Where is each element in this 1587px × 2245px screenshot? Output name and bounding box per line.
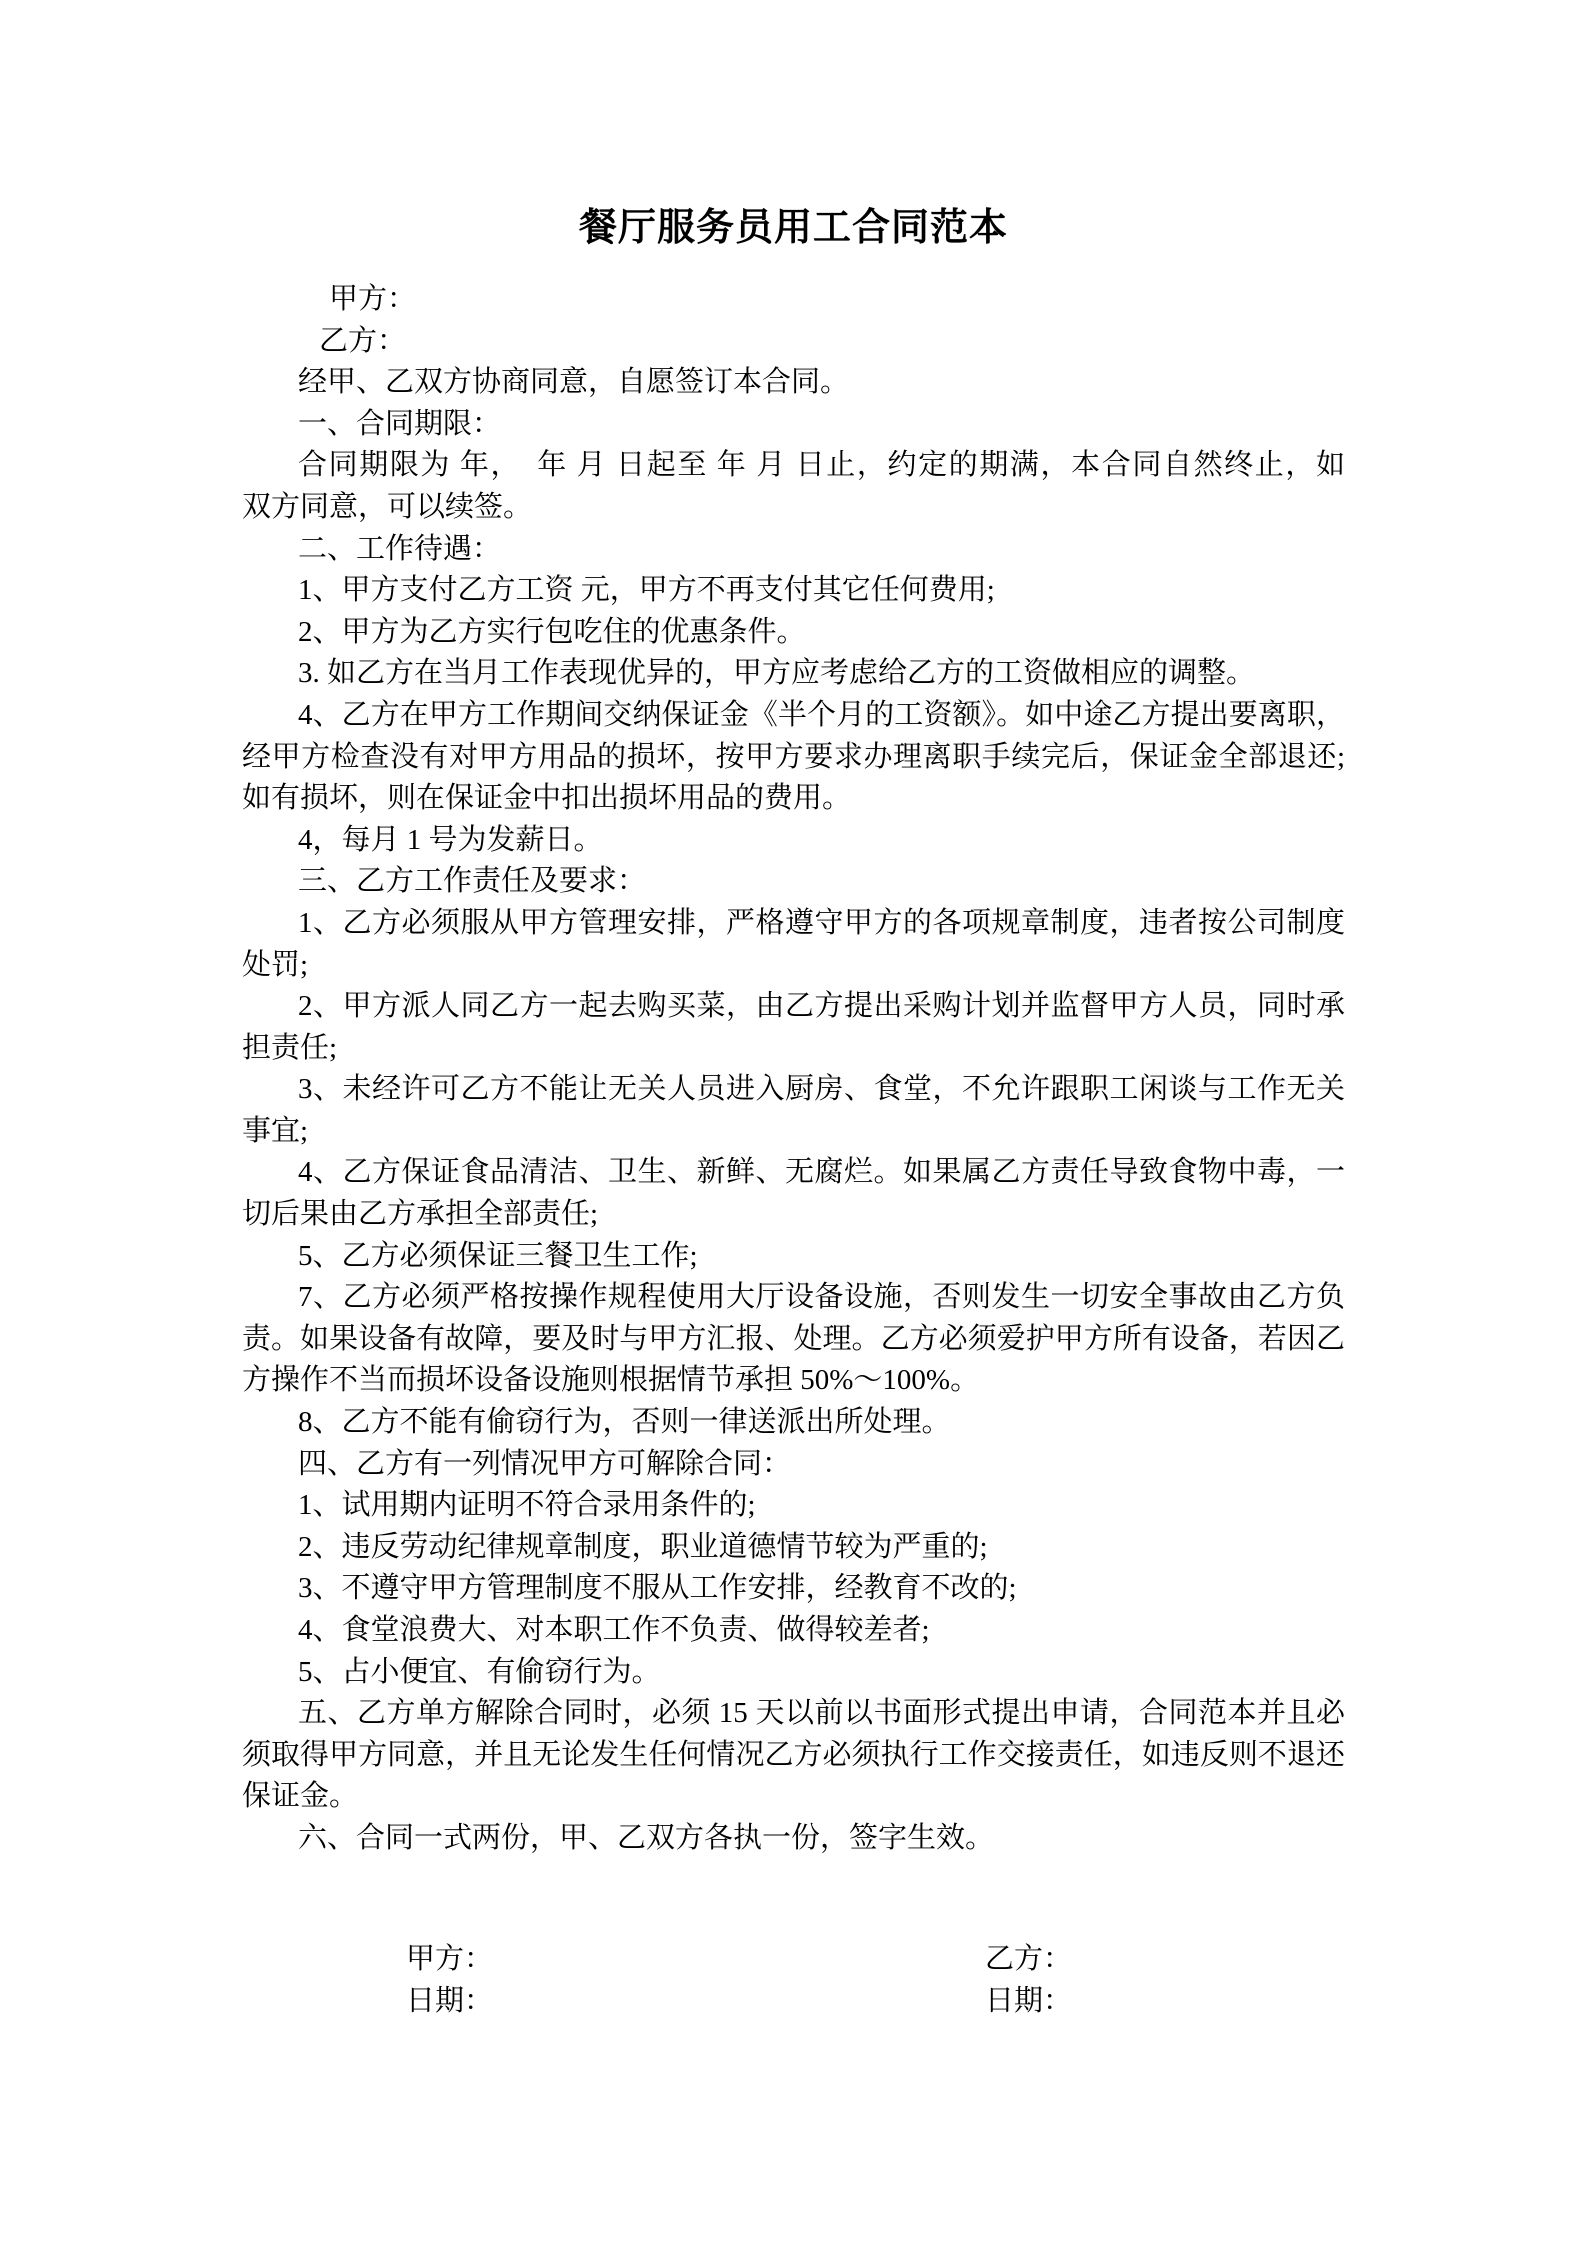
contract-line: 合同期限为 年， 年 月 日起至 年 月 日止，约定的期满，本合同自然终止，如 <box>298 449 1345 482</box>
contract-line: 如有损坏，则在保证金中扣出损坏用品的费用。 <box>242 782 852 815</box>
party-b-date-label: 日期： <box>985 1984 1073 2017</box>
contract-line: 切后果由乙方承担全部责任; <box>242 1198 599 1231</box>
contract-line: 3、不遵守甲方管理制度不服从工作安排，经教育不改的; <box>298 1572 1017 1605</box>
contract-line: 五、乙方单方解除合同时，必须 15 天以前以书面形式提出申请，合同范本并且必 <box>298 1697 1345 1730</box>
contract-line: 3、未经许可乙方不能让无关人员进入厨房、食堂，不允许跟职工闲谈与工作无关 <box>298 1073 1345 1106</box>
party-a-signature-label: 甲方： <box>406 1943 494 1975</box>
contract-line: 1、试用期内证明不符合录用条件的; <box>298 1489 756 1522</box>
contract-line: 1、甲方支付乙方工资 元，甲方不再支付其它任何费用; <box>298 574 995 607</box>
contract-line: 一、合同期限： <box>298 407 502 440</box>
party-b-signature-label: 乙方： <box>985 1943 1073 1975</box>
party-a-date-label: 日期： <box>406 1984 494 2017</box>
contract-line: 乙方： <box>319 324 407 357</box>
contract-body <box>242 279 1345 1860</box>
contract-line: 2、违反劳动纪律规章制度，职业道德情节较为严重的; <box>298 1530 988 1563</box>
signature-row-dates <box>242 1981 1345 2023</box>
contract-line: 4、食堂浪费大、对本职工作不负责、做得较差者; <box>298 1614 930 1646</box>
contract-line: 4、乙方保证食品清洁、卫生、新鲜、无腐烂。如果属乙方责任导致食物中毒，一 <box>298 1156 1345 1189</box>
contract-line: 担责任; <box>242 1031 338 1064</box>
contract-line: 5、乙方必须保证三餐卫生工作; <box>298 1239 698 1272</box>
contract-line: 经甲方检查没有对甲方用品的损坏，按甲方要求办理离职手续完后，保证金全部退还; <box>242 740 1345 773</box>
contract-line: 处罚; <box>242 948 309 981</box>
contract-line: 7、乙方必须严格按操作规程使用大厅设备设施，否则发生一切安全事故由乙方负 <box>298 1281 1345 1314</box>
contract-line: 2、甲方派人同乙方一起去购买菜，由乙方提出采购计划并监督甲方人员，同时承 <box>298 990 1345 1023</box>
contract-line: 4，每月 1 号为发薪日。 <box>298 823 603 856</box>
contract-line: 责。如果设备有故障，要及时与甲方汇报、处理。乙方必须爱护甲方所有设备，若因乙 <box>242 1322 1345 1355</box>
contract-line: 三、乙方工作责任及要求： <box>298 865 647 898</box>
signature-block <box>242 1939 1345 2022</box>
contract-line: 双方同意，可以续签。 <box>242 490 533 523</box>
contract-line: 3. 如乙方在当月工作表现优异的，甲方应考虑给乙方的工资做相应的调整。 <box>298 657 1256 690</box>
document-title: 餐厅服务员用工合同范本 <box>578 207 1008 249</box>
contract-line: 甲方： <box>329 283 417 315</box>
contract-line: 四、乙方有一列情况甲方可解除合同： <box>298 1447 792 1480</box>
contract-line: 1、乙方必须服从甲方管理安排，严格遵守甲方的各项规章制度，违者按公司制度 <box>298 906 1345 939</box>
contract-line: 2、甲方为乙方实行包吃住的优惠条件。 <box>298 615 806 648</box>
contract-line: 事宜; <box>242 1114 309 1147</box>
contract-line: 保证金。 <box>242 1780 359 1813</box>
contract-line: 4、乙方在甲方工作期间交纳保证金《半个月的工资额》。如中途乙方提出要离职， <box>298 698 1345 731</box>
contract-line: 经甲、乙双方协商同意，自愿签订本合同。 <box>298 366 850 399</box>
contract-line: 方操作不当而损坏设备设施则根据情节承担 50%～100%。 <box>242 1364 980 1397</box>
contract-line: 须取得甲方同意，并且无论发生任何情况乙方必须执行工作交接责任，如违反则不退还 <box>242 1738 1345 1771</box>
contract-line: 二、工作待遇： <box>298 532 502 565</box>
signature-row-parties <box>242 1939 1345 1981</box>
contract-line: 六、合同一式两份，甲、乙双方各执一份，签字生效。 <box>298 1821 995 1854</box>
contract-line: 5、占小便宜、有偷窃行为。 <box>298 1655 661 1688</box>
contract-line: 8、乙方不能有偷窃行为，否则一律送派出所处理。 <box>298 1406 951 1439</box>
